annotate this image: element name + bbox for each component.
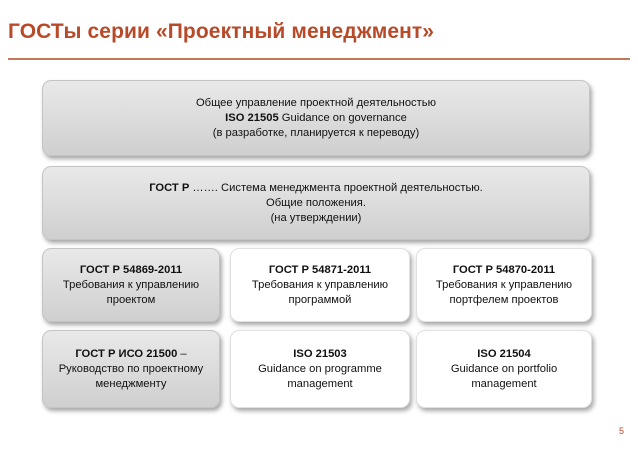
iso-21503-title: ISO 21503 [293,347,347,360]
slide-title: ГОСТы серии «Проектный менеджмент» [8,20,435,43]
iso-21504-box [416,330,592,408]
iso-21504-line-2: management [471,377,537,390]
governance-standard-code: ISO 21505 [225,111,279,124]
management-system-standard-name: ……. Система менеджмента проектной деятельностью. [189,181,483,194]
project-standard-line-2: проектом [106,293,156,306]
management-system-box [42,166,590,240]
governance-line-1: Общее управление проектной деятельностью [195,96,436,109]
iso-21503-line-2: management [287,377,353,390]
portfolio-standard-box [416,248,592,322]
iso-21503-line-1: Guidance on programme [258,362,382,375]
portfolio-standard-title: ГОСТ Р 54870-2011 [452,263,556,276]
governance-line-2 [225,111,407,126]
programme-standard-line-2: программой [288,293,352,306]
title-divider [8,58,630,60]
page-number: 5 [618,426,624,436]
programme-standard-box [230,248,410,322]
governance-line-3: (в разработке, планируется к переводу) [212,126,420,139]
management-system-line-1 [149,181,483,196]
management-system-line-3: (на утверждении) [270,211,362,224]
iso-21500-line-2: менеджменту [95,377,167,390]
project-standard-line-1: Требования к управлению [62,278,200,291]
programme-standard-title: ГОСТ Р 54871-2011 [268,263,372,276]
iso-21500-title-suffix: – [177,347,187,360]
project-standard-box [42,248,220,322]
management-system-line-2: Общие положения. [266,196,366,209]
iso-21500-title-line [75,347,186,362]
iso-21500-title: ГОСТ Р ИСО 21500 [75,347,178,360]
project-standard-title: ГОСТ Р 54869-2011 [79,263,183,276]
portfolio-standard-line-1: Требования к управлению [435,278,573,291]
governance-standard-name: Guidance on governance [278,111,407,124]
iso-21500-box [42,330,220,408]
iso-21504-title: ISO 21504 [477,347,531,360]
iso-21500-line-1: Руководство по проектному [58,362,204,375]
iso-21503-box [230,330,410,408]
management-system-standard-code: ГОСТ Р [149,181,190,194]
iso-21504-line-1: Guidance on portfolio [450,362,558,375]
portfolio-standard-line-2: портфелем проектов [449,293,559,306]
programme-standard-line-1: Требования к управлению [251,278,389,291]
governance-box [42,80,590,156]
